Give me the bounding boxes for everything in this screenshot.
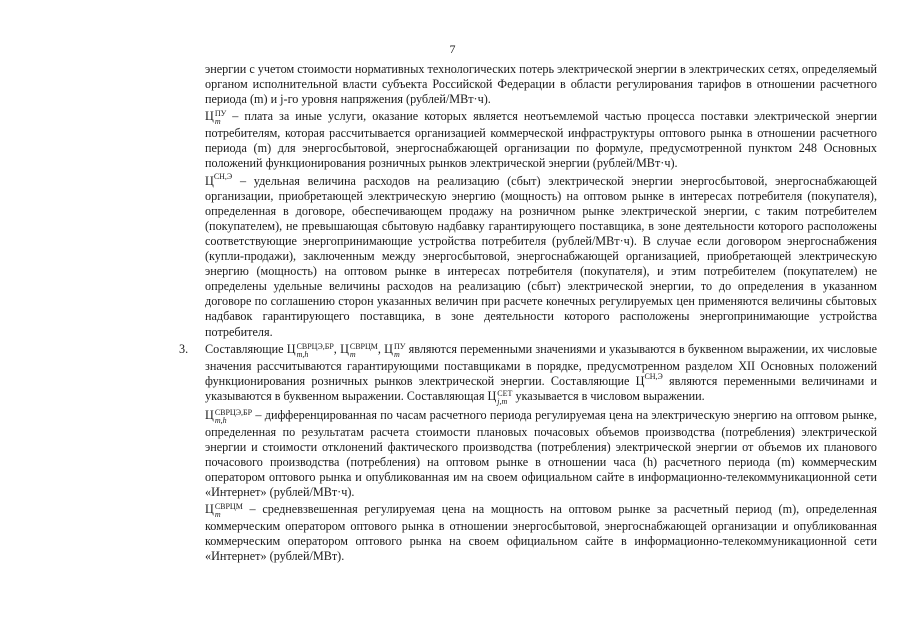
paragraph-hourly-price: Ц СВРЦЭ,БР m,h – дифференцированная по часам расчетного периода регулируемая цена на электрическую энергию на оптовом рынке, определенная по результатам расчета стоимости плановых почасовых объемов производства (потребления) электрической энергии и стоимости отклонений фактического производства (потребления) электрической энергии от объемов их планового почасового производства (потребления) на оптовом рынке в отношении часа (h) расчетного периода (m) коммерческим оператором оптового рынка и опубликованная им на своем официальном сайте в информационно-телекоммуникационной сети «Интернет» (рублей/МВт·ч).: [205, 407, 877, 500]
symbol-c-svrtsm-2: Ц СВРЦМ m: [205, 502, 243, 520]
symbol-c-svrtse-br: Ц СВРЦЭ,БР m,h: [286, 341, 334, 359]
paragraph-capacity-price: Ц СВРЦМ m – средневзвешенная регулируемая цена на мощность на оптовом рынке за расчетный период (m), определенная коммерческим оператором оптового рынка в отношении энергосбытовой, энергоснабжающей организации и опубликованная коммерческим оператором оптового рынка на своем официальном сайте в информационно-телекоммуникационной сети «Интернет» (рублей/МВт).: [205, 502, 877, 564]
paragraph-energy-losses: энергии с учетом стоимости нормативных технологических потерь электрической энергии в электрических сетях, определяемый органом исполнительной власти субъекта Российской Федерации в области регулирования тарифов в отношении расчетного периода (m) и j-го уровня напряжения (рублей/МВт·ч).: [205, 62, 877, 107]
symbol-c-pu-2: Ц ПУ m: [384, 341, 406, 359]
symbol-c-svrtse-br-2: Ц СВРЦЭ,БР m,h: [205, 407, 253, 425]
item-number: 3.: [179, 341, 189, 356]
symbol-c-pu: Ц ПУ m: [205, 109, 227, 127]
symbol-c-sn-2: $Ц^{СН,Э}$: [635, 371, 663, 388]
paragraph-other-services: Ц ПУ m – плата за иные услуги, оказание которых является неотъемлемой частью процесса поставки электрической энергии потребителям, которая рассчитывается организацией коммерческой инфраструктуры оптового рынка в отношении расчетного периода (m) для энергосбытовой, энергоснабжающей организации по формуле, предусмотренной пунктом 248 Основных положений функционирования розничных рынков электрической энергии (рублей/МВт·ч).: [205, 109, 877, 171]
paragraph-item-3: 3. Составляющие Ц СВРЦЭ,БР m,h , Ц СВРЦМ m , Ц ПУ m являются переменными значениями и указываются в буквенном выражении, их числовые значения рассчитываются гарантирующими поставщиками в порядке, предусмотренном разделом XII Основных положений функционирования розничных рынков электрической энергии. Составляющие $Ц^{СН,Э}$ являются переменными величинами и указываются в буквенном выражении. Составляющая Ц СЕТ j,m указывается в числовом выражении.: [179, 341, 877, 406]
symbol-c-sn: $Ц^{СН,Э}$: [205, 171, 233, 188]
paragraph-sales-expenses: $Ц^{СН,Э}$ – удельная величина расходов на реализацию (сбыт) электрической энергии энергосбытовой, энергоснабжающей организации, приобретающей электрическую энергию (мощность) на оптовом рынке в интересах потребителя (покупателя), определенная в договоре, обеспечивающем продажу на розничном рынке электрической энергии, с таким потребителем (покупателем), не превышающая сбытовую надбавку гарантирующего поставщика, в зоне деятельности которого расположены соответствующие энергопринимающие устройства потребителя (рублей/МВт·ч). В случае если договором энергоснабжения (купли-продажи), заключенным между энергосбытовой, энергоснабжающей организацией, приобретающей электрическую энергию (мощность) на оптовом рынке в интересах потребителя (покупателя), и этим потребителем (покупателем) не определены удельные величины расходов на реализацию (сбыт) электрической энергии, то до определения в указанном договоре по соглашению сторон указанных величин при расчете конечных регулируемых цен применяются величины сбытовых надбавок гарантирующего поставщика, в зоне деятельности которого расположены энергопринимающие устройства потребителя.: [205, 171, 877, 339]
document-body: [179, 62, 877, 565]
symbol-c-set: Ц СЕТ j,m: [487, 388, 513, 406]
symbol-c-svrtsm: Ц СВРЦМ m: [340, 341, 378, 359]
page-number: 7: [449, 42, 456, 56]
